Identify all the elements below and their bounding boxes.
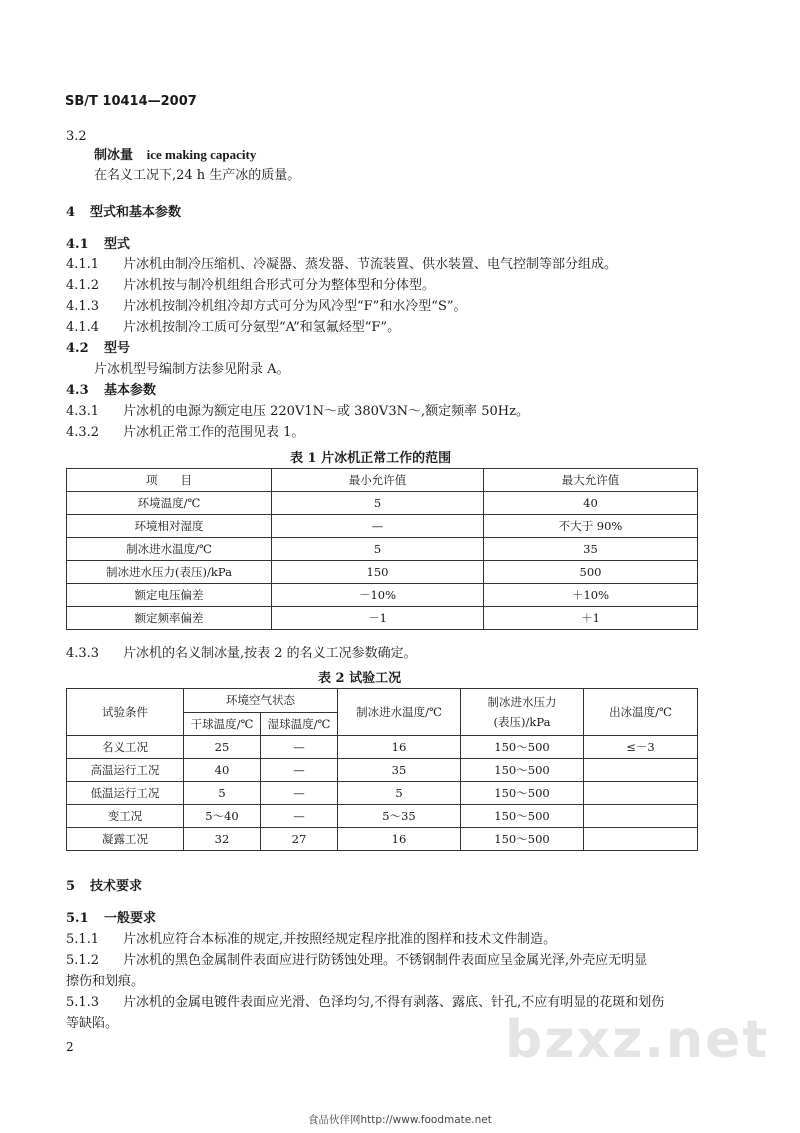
table-cell: 额定频率偏差: [67, 607, 272, 630]
table-cell: －1: [272, 607, 484, 630]
clause-4-1-4: 4.1.4 片冰机按制冷工质可分氨型“A”和氢氟烃型“F”。: [66, 320, 401, 335]
table-cell: 500: [484, 561, 698, 584]
clause-5-1-3: 5.1.3 片冰机的金属电镀件表面应光滑、色泽均匀,不得有剥落、露底、针孔,不应有明显的花斑和划伤: [66, 995, 665, 1010]
page-number: 2: [66, 1040, 74, 1054]
table-cell: 名义工况: [67, 736, 184, 759]
table-header: 制冰进水温度/℃: [338, 689, 461, 736]
table-header-row: [67, 469, 698, 492]
section-5-1-heading: 5.1 一般要求: [66, 911, 157, 926]
table-cell: 150～500: [461, 736, 584, 759]
table-cell: 5: [272, 492, 484, 515]
clause-4-3-3: 4.3.3 片冰机的名义制冰量,按表 2 的名义工况参数确定。: [66, 646, 417, 661]
table-cell: 环境相对湿度: [67, 515, 272, 538]
table-row: [67, 736, 698, 759]
table-cell: ≤－3: [584, 736, 698, 759]
table-row: [67, 492, 698, 515]
table-cell: 27: [261, 828, 338, 851]
table-cell: 制冰进水压力(表压)/kPa: [67, 561, 272, 584]
table-cell: 16: [338, 736, 461, 759]
clause-5-1-2-cont: 擦伤和划痕。: [66, 974, 145, 989]
table-cell: [584, 782, 698, 805]
table-cell: —: [272, 515, 484, 538]
clause-4-1-1: 4.1.1 片冰机由制冷压缩机、冷凝器、蒸发器、节流装置、供水装置、电气控制等部分组成。: [66, 257, 618, 272]
section-5-heading: 5 技术要求: [66, 879, 143, 894]
table-row: [67, 759, 698, 782]
clause-5-1-2: 5.1.2 片冰机的黑色金属制件表面应进行防锈蚀处理。不锈钢制件表面应呈金属光泽,外壳应无明显: [66, 953, 648, 968]
table-cell: —: [261, 736, 338, 759]
footer-source: 食品伙伴网http://www.foodmate.net: [308, 1114, 492, 1126]
clause-5-1-1: 5.1.1 片冰机应符合本标准的规定,并按照经规定程序批准的图样和技术文件制造。: [66, 932, 557, 947]
table-header: 最大允许值: [484, 469, 698, 492]
table-cell: 制冰进水温度/℃: [67, 538, 272, 561]
table-cell: －10%: [272, 584, 484, 607]
table-row: [67, 607, 698, 630]
standard-number: SB/T 10414—2007: [65, 94, 197, 109]
clause-4-3-1: 4.3.1 片冰机的电源为额定电压 220V1N～或 380V3N～,额定频率 50Hz。: [66, 404, 529, 419]
clause-4-1-3: 4.1.3 片冰机按制冷机组冷却方式可分为风冷型“F”和水冷型“S”。: [66, 299, 467, 314]
table-cell: 5～40: [184, 805, 261, 828]
table-cell: 高温运行工况: [67, 759, 184, 782]
section-4-2-heading: 4.2 型号: [66, 341, 131, 356]
table-row: [67, 538, 698, 561]
clause-5-1-3-cont: 等缺陷。: [66, 1016, 119, 1031]
table-row: [67, 805, 698, 828]
table-cell: 5: [184, 782, 261, 805]
clause-4-2-text: 片冰机型号编制方法参见附录 A。: [94, 362, 290, 377]
table-cell: 32: [184, 828, 261, 851]
table-cell: —: [261, 782, 338, 805]
table-cell: ＋1: [484, 607, 698, 630]
table-cell: 不大于 90%: [484, 515, 698, 538]
table-cell: [584, 805, 698, 828]
table-header: 湿球温度/℃: [261, 712, 338, 736]
table-cell: 凝露工况: [67, 828, 184, 851]
table-row: [67, 561, 698, 584]
section-4-3-heading: 4.3 基本参数: [66, 383, 157, 398]
table-header: 最小允许值: [272, 469, 484, 492]
table-header: 试验条件: [67, 689, 184, 736]
table-header: 项 目: [67, 469, 272, 492]
table-cell: 150～500: [461, 805, 584, 828]
clause-4-3-2: 4.3.2 片冰机正常工作的范围见表 1。: [66, 425, 305, 440]
term-heading: [94, 146, 256, 165]
table-cell: 额定电压偏差: [67, 584, 272, 607]
term-en: ice making capacity: [146, 147, 257, 162]
table-cell: 环境温度/℃: [67, 492, 272, 515]
table-header: 制冰进水压力 (表压)/kPa: [461, 689, 584, 736]
table-cell: 40: [484, 492, 698, 515]
table1: [66, 468, 698, 630]
watermark: bzxz.net: [505, 1010, 770, 1070]
table-row: [67, 515, 698, 538]
table-header: 出冰温度/℃: [584, 689, 698, 736]
table-cell: 5: [272, 538, 484, 561]
table-row: [67, 584, 698, 607]
table-cell: 40: [184, 759, 261, 782]
term-cn: 制冰量: [94, 148, 134, 163]
section-4-1-heading: 4.1 型式: [66, 237, 131, 252]
section-number: 3.2: [66, 129, 87, 144]
table-cell: 5～35: [338, 805, 461, 828]
table-cell: 150～500: [461, 828, 584, 851]
table-cell: 低温运行工况: [67, 782, 184, 805]
table1-caption: 表 1 片冰机正常工作的范围: [290, 451, 452, 466]
term-definition: 在名义工况下,24 h 生产冰的质量。: [94, 168, 301, 183]
table-cell: 35: [484, 538, 698, 561]
table-cell: 16: [338, 828, 461, 851]
table-cell: —: [261, 759, 338, 782]
table-cell: [584, 828, 698, 851]
table-cell: 150～500: [461, 782, 584, 805]
table-cell: 25: [184, 736, 261, 759]
table-cell: 150～500: [461, 759, 584, 782]
table-cell: —: [261, 805, 338, 828]
table-cell: 变工况: [67, 805, 184, 828]
clause-4-1-2: 4.1.2 片冰机按与制冷机组组合形式可分为整体型和分体型。: [66, 278, 436, 293]
table-cell: [584, 759, 698, 782]
table-header: 干球温度/℃: [184, 712, 261, 736]
section-4-heading: 4 型式和基本参数: [66, 205, 182, 220]
table-header: 环境空气状态: [184, 689, 338, 713]
table-cell: 5: [338, 782, 461, 805]
table-cell: 150: [272, 561, 484, 584]
table-cell: 35: [338, 759, 461, 782]
table-cell: ＋10%: [484, 584, 698, 607]
table2: [66, 688, 698, 851]
table-header-row: [67, 689, 698, 713]
table-row: [67, 782, 698, 805]
table2-caption: 表 2 试验工况: [318, 671, 402, 686]
table-row: [67, 828, 698, 851]
